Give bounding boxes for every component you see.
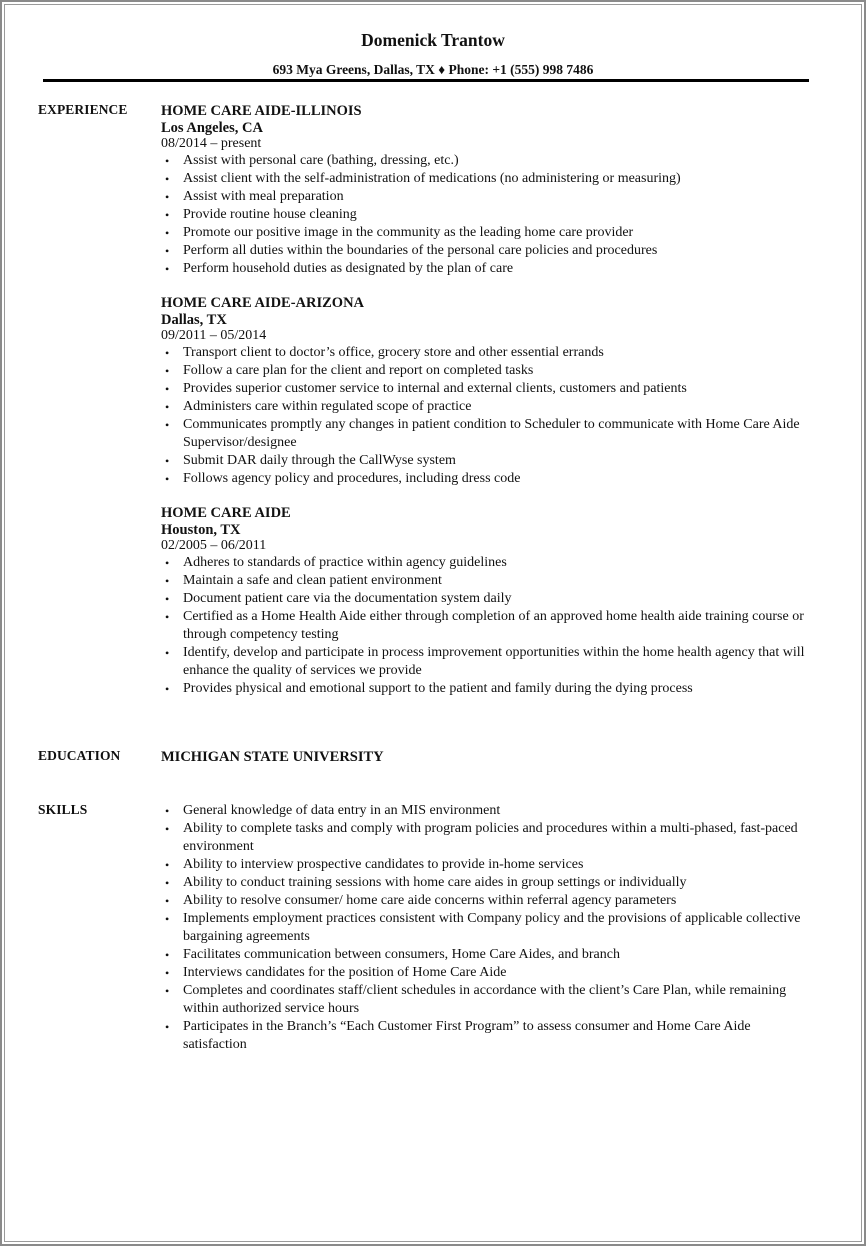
list-item: • Follows agency policy and procedures, including dress code [183,470,811,488]
list-item: • Perform household duties as designated by the plan of care [183,260,811,278]
list-item: • Promote our positive image in the community as the leading home care provider [183,224,811,242]
section-label-education: EDUCATION [38,748,121,763]
resume-header [0,30,866,78]
list-item: • Follow a care plan for the client and report on completed tasks [183,362,811,380]
list-item: • Facilitates communication between consumers, Home Care Aides, and branch [183,946,811,964]
education-body [161,748,811,766]
list-item: • Ability to resolve consumer/ home care aide concerns within referral agency parameters [183,892,811,910]
list-item: • Assist client with the self-administration of medications (no administering or measuring) [183,170,811,188]
list-item: • Ability to conduct training sessions with home care aides in group settings or individually [183,874,811,892]
candidate-name: Domenick Trantow [361,30,505,50]
list-item: • Perform all duties within the boundaries of the personal care policies and procedures [183,242,811,260]
list-item: • Participates in the Branch’s “Each Customer First Program” to assess consumer and Home Care Aide satisfaction [183,1018,811,1054]
job-title: HOME CARE AIDE-ILLINOIS [161,103,362,119]
job-dates: 02/2005 – 06/2011 [161,538,267,553]
list-item: • Provides physical and emotional support to the patient and family during the dying process [183,680,811,698]
list-item: • Ability to interview prospective candidates to provide in-home services [183,856,811,874]
section-label-experience: EXPERIENCE [38,102,128,117]
list-item: • Ability to complete tasks and comply with program policies and procedures within a multi-phased, fast-paced environment [183,820,811,856]
job-bullets [161,152,811,278]
list-item: • Provide routine house cleaning [183,206,811,224]
job-bullets [161,344,811,488]
list-item: • Implements employment practices consistent with Company policy and the provisions of applicable collective bargaining agreements [183,910,811,946]
list-item: • Interviews candidates for the position of Home Care Aide [183,964,811,982]
header-divider [43,79,809,82]
job-location: Dallas, TX [161,312,227,328]
experience-body [161,102,811,714]
job-title: HOME CARE AIDE-ARIZONA [161,295,365,311]
contact-line: 693 Mya Greens, Dallas, TX ♦ Phone: +1 (555) 998 7486 [272,62,594,77]
job-location: Los Angeles, CA [161,120,263,136]
list-item: • Certified as a Home Health Aide either through completion of an approved home health aide training course or through competency testing [183,608,811,644]
skills-body [161,802,811,1054]
job-entry [161,294,811,488]
job-dates: 08/2014 – present [161,136,262,151]
list-item: • Provides superior customer service to internal and external clients, customers and patients [183,380,811,398]
job-bullets [161,554,811,698]
list-item: • Document patient care via the documentation system daily [183,590,811,608]
list-item: • Communicates promptly any changes in patient condition to Scheduler to communicate with Home Care Aide Supervisor/designee [183,416,811,452]
list-item: • Maintain a safe and clean patient environment [183,572,811,590]
list-item: • Submit DAR daily through the CallWyse system [183,452,811,470]
skills-list [161,802,811,1054]
section-label-skills: SKILLS [38,802,88,817]
list-item: • Transport client to doctor’s office, grocery store and other essential errands [183,344,811,362]
list-item: • Completes and coordinates staff/client schedules in accordance with the client’s Care Plan, while remaining within authorized service hours [183,982,811,1018]
list-item: • Assist with meal preparation [183,188,811,206]
job-dates: 09/2011 – 05/2014 [161,328,267,343]
job-entry [161,504,811,698]
job-entry [161,102,811,278]
job-title: HOME CARE AIDE [161,505,291,521]
list-item: • Identify, develop and participate in process improvement opportunities within the home health agency that will enhance the quality of services we provide [183,644,811,680]
list-item: • Adheres to standards of practice within agency guidelines [183,554,811,572]
school-name: MICHIGAN STATE UNIVERSITY [161,749,384,765]
list-item: • Administers care within regulated scope of practice [183,398,811,416]
job-location: Houston, TX [161,522,241,538]
list-item: • General knowledge of data entry in an MIS environment [183,802,811,820]
list-item: • Assist with personal care (bathing, dressing, etc.) [183,152,811,170]
